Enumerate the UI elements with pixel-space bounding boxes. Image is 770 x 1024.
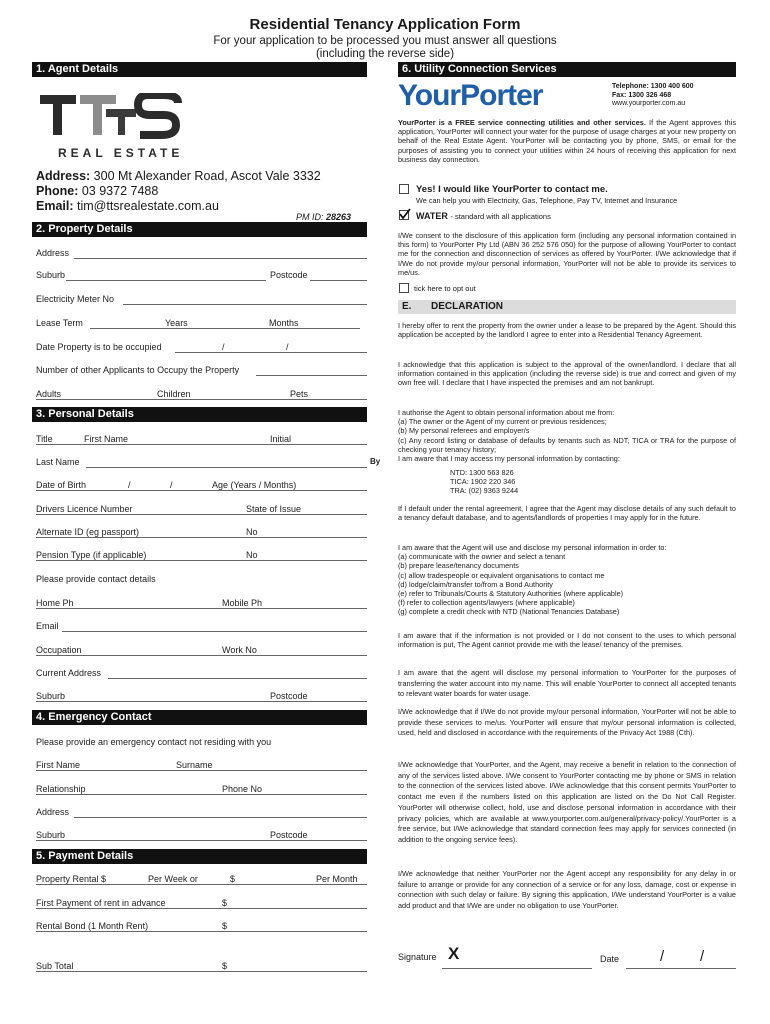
bond-dollar: $ [222,921,228,931]
p5-line: (a) communicate with the owner and select a tenant [398,552,566,562]
p3-line: (a) The owner or the Agent of my current or previous residences; [398,417,607,427]
declaration-title: DECLARATION [431,301,504,312]
property-address-input[interactable] [74,258,367,259]
subtitle-line-1: For your application to be processed you must answer all questions [213,35,557,47]
current-address-input[interactable] [108,678,367,679]
declaration-p5 [398,543,736,617]
rental-dollar-label: $ [230,874,236,884]
declaration-p8: I/We acknowledge that if I/We do not provide my/our personal information, YourPorter will not be able to provide these services to me/us. YourPorter will ensure that my/our personal information is collected, used, held and disclosed in accordance with the requirements of the Privacy Act 1988 (Cth). [398,707,736,737]
subtotal-label: Sub Total [36,961,74,971]
utility-intro-bold: YourPorter is a FREE service connecting utilities and other services. [398,118,646,127]
declaration-p4: If I default under the rental agreement, I agree that the Agent may disclose details of any such default to a tenancy default database, and to agents/landlords of properties I may apply for in the future. [398,504,736,523]
declaration-p1: I hereby offer to rent the property from the owner under a lease to be prepared by the Agent. Should this application be accepted by the landlord I agree to enter into a Residential Tenancy Agreement. [398,321,736,340]
water-label-row [416,211,551,221]
dob-slash-1: / [128,480,131,490]
last-name-input[interactable] [86,467,367,468]
other-applicants-label: Number of other Applicants to Occupy the Property [36,365,240,375]
agent-phone: 03 9372 7488 [81,184,159,198]
address-label: Address: [36,169,91,183]
section-payment-details: 5. Payment Details [32,849,367,864]
p3-line: I am aware that I may access my personal information by contacting: [398,454,620,464]
phone-label: Phone: [36,184,79,198]
section-utility-services: 6. Utility Connection Services [398,62,736,77]
section-personal-details: 3. Personal Details [32,407,367,422]
mobile-ph-label: Mobile Ph [222,598,263,608]
pets-label: Pets [290,389,309,399]
section-agent-details: 1. Agent Details [32,62,367,77]
licence-label: Drivers Licence Number [36,504,133,514]
yes-contact-label: Yes! I would like YourPorter to contact me. [416,184,608,195]
emergency-note: Please provide an emergency contact not residing with you [36,737,272,747]
signature-x-mark: X [448,944,460,963]
licence-input[interactable] [36,514,367,515]
pm-id-label: PM ID: [296,212,324,222]
signature-label: Signature [398,952,437,962]
p5-line: (d) lodge/claim/transfer to/from a Bond Authority [398,579,553,589]
sig-date-slash-2: / [700,948,705,965]
subtotal-input[interactable] [36,971,367,972]
emergency-first-name-label: First Name [36,760,81,770]
date-label: Date [600,954,620,964]
p5-line: (f) refer to collection agents/lawyers (where applicable) [398,598,575,608]
occupy-date-label: Date Property is to be occupied [36,342,162,352]
yourporter-logo: YourPorter [398,79,543,112]
emergency-name-input[interactable] [36,770,367,771]
agent-contact-block [36,169,321,214]
utility-intro [398,118,736,164]
form-subtitle [0,35,770,61]
first-payment-dollar: $ [222,898,228,908]
by-label: By [370,457,381,466]
current-suburb-input[interactable] [36,701,367,702]
phone-input[interactable] [36,608,367,609]
rental-input[interactable] [36,884,367,885]
yp-website: www.yourporter.com.au [612,100,686,107]
p5-line: (b) prepare lease/tenancy documents [398,561,519,571]
emergency-surname-label: Surname [176,760,213,770]
section-emergency-contact: 4. Emergency Contact [32,710,367,725]
alt-id-no-label: No [246,527,258,537]
dob-input[interactable] [36,490,367,491]
yes-contact-checkbox[interactable] [399,184,409,194]
emergency-suburb-input[interactable] [36,840,367,841]
declaration-p2: I acknowledge that this application is subject to the approval of the owner/landlord. I declare that all information contained in this application (including the reverse side) is true and correct and given of my own free will. I declare that I have inspected the premises and am not bankrupt. [398,360,736,388]
tra-phone: TRA: (02) 9363 9244 [450,486,519,496]
emergency-postcode-label: Postcode [270,830,308,840]
lease-term-label: Lease Term [36,318,83,328]
dob-label: Date of Birth [36,480,87,490]
property-address-label: Address [36,248,70,258]
property-postcode-label: Postcode [270,270,308,280]
pension-no-label: No [246,550,258,560]
sig-date-slash-1: / [660,948,665,965]
occupants-input[interactable] [36,399,367,400]
declaration-p10: I/We acknowledge that neither YourPorter nor the Agent accept any responsibility for any delay in or failure to arrange or provide for any connection of a service or for any loss, damage, cost or expense in connection with such delay or failure. By signing this application, I/We understand YourPorter is a value add product and that I/We are under no obligation to use YourPorter. [398,869,736,911]
adults-label: Adults [36,389,62,399]
yourporter-contact [612,83,694,109]
pension-label: Pension Type (if applicable) [36,550,147,560]
months-label: Months [269,318,299,328]
utility-consent: I/We consent to the disclosure of this application form (including any personal information contained in this form) to YourPorter Pty Ltd (ABN 36 252 576 050) for the purpose of allowing YourPorter to contact me for the connection and disconnection of services as offered by YourPorter. I/We acknowledge that if I/We do not provide my/our personal information, YourPorter will not be able to provide its services to me/us. [398,231,736,277]
contact-details-label: Please provide contact details [36,574,156,584]
utility-intro-text: If the Agent approves this application, YourPorter will connect your water for the purpose of usage charges at your new property on behalf of the Real Estate Agent. YourPorter will be contacting you by phone, SMS, or email for the purposes of assisting you to connect your utilities within 24 hours of receiving this application for next business day connection. [398,118,736,164]
alt-id-label: Alternate ID (eg passport) [36,527,140,537]
form-title: Residential Tenancy Application Form [249,16,521,33]
current-address-label: Current Address [36,668,102,678]
title-label: Title [36,434,53,444]
declaration-p7: I am aware that the agent will disclose my personal information to YourPorter for the purposes of transferring the water account into my name. This will enable YourPorter to connect all accepted tenants to relevant water boards for water usage. [398,668,736,698]
water-label: WATER [416,211,448,221]
section-property-details: 2. Property Details [32,222,367,237]
relationship-label: Relationship [36,784,86,794]
current-suburb-label: Suburb [36,691,66,701]
declaration-p3 [398,408,736,463]
bond-label: Rental Bond (1 Month Rent) [36,921,149,931]
p3-line: (c) Any record listing or database of defaults by tenants such as NDT, TICA or TRA for the purpose of checking your tenancy history; [398,435,736,454]
property-suburb-input[interactable] [66,280,266,281]
logo-real-estate-text: REAL ESTATE [58,146,184,160]
agent-address: 300 Mt Alexander Road, Ascot Vale 3332 [93,169,321,183]
declaration-p6: I am aware that if the information is not provided or I do not consent to the uses to which personal information is put, The Agent cannot provide me with the lease/ tenancy of the premises. [398,631,736,650]
first-name-label: First Name [84,434,129,444]
work-no-label: Work No [222,645,257,655]
last-name-label: Last Name [36,457,80,467]
agent-email: tim@ttsrealestate.com.au [77,199,219,213]
property-postcode-input[interactable] [310,280,367,281]
emergency-address-label: Address [36,807,70,817]
property-rental-label: Property Rental $ [36,874,107,884]
email-label: Email [36,621,59,631]
bond-input[interactable] [36,931,367,932]
meter-label: Electricity Meter No [36,294,115,304]
opt-out-label: tick here to opt out [414,284,476,293]
water-sub: - standard with all applications [450,212,551,221]
declaration-p9: I/We acknowledge that YourPorter, and the Agent, may receive a benefit in relation to the connection of any of the services listed above. I/We consent to YourPorter contacting me by phone or SMS in relation to the connection of the services listed above. I/We acknowledge that this consent permits YourPorter to contact me even if the numbers listed on this application are listed on the Do Not Call Register. YourPorter will otherwise collect, hold, use and disclose personal information in accordance with their privacy policies, which are available at www.yourporter.com.au/general/privacy-policy/.YourPorter is a free service, but I/We acknowledge that standard connection fees may apply for services connected (in addition to the ongoing service fees). [398,760,736,844]
opt-out-checkbox[interactable] [399,283,409,293]
property-suburb-label: Suburb [36,270,66,280]
first-payment-label: First Payment of rent in advance [36,898,166,908]
yp-fax: Fax: 1300 326 468 [612,91,672,99]
p5-line: (c) allow tradespeople or equivalent organisations to contact me [398,570,605,580]
signature-date-input[interactable] [626,968,736,969]
tica-phone: TICA: 1902 220 346 [450,477,516,487]
relationship-input[interactable] [36,794,367,795]
first-payment-input[interactable] [36,908,367,909]
subtotal-dollar: $ [222,961,228,971]
email-input[interactable] [62,631,367,632]
water-checkbox[interactable] [399,210,409,220]
other-applicants-input[interactable] [256,375,367,376]
meter-input[interactable] [123,304,367,305]
yp-telephone: Telephone: 1300 400 600 [612,83,694,90]
occupation-label: Occupation [36,645,82,655]
alt-id-input[interactable] [36,537,367,538]
per-week-label: Per Week or [148,874,198,884]
occupy-date-input[interactable] [175,352,367,353]
yes-contact-sub: We can help you with Electricity, Gas, Telephone, Pay TV, Internet and Insurance [416,196,678,205]
state-label: State of Issue [246,504,302,514]
p5-line: I am aware that the Agent will use and disclose my personal information in order to: [398,543,667,552]
age-label: Age (Years / Months) [212,480,297,490]
checkmark-icon [399,208,411,220]
per-month-label: Per Month [316,874,358,884]
date-slash-1: / [222,342,225,352]
declaration-bar [398,300,736,314]
ntd-phone: NTD: 1300 563 826 [450,468,514,477]
declaration-letter: E. [402,301,412,312]
pm-id-value: 28263 [326,212,352,222]
p3-line: I authorise the Agent to obtain personal information about me from: [398,408,615,417]
p3-line: (b) My personal referees and employer/s [398,426,530,436]
occupation-input[interactable] [36,655,367,656]
signature-input[interactable] [442,968,592,969]
pm-id [296,212,351,222]
p5-line: (e) refer to Tribunals/Courts & Statutory Authorities (where applicable) [398,589,624,599]
email-label: Email: [36,199,74,213]
first-name-input[interactable] [36,444,367,445]
tenancy-databases [450,468,650,496]
home-ph-label: Home Ph [36,598,74,608]
current-postcode-label: Postcode [270,691,308,701]
dob-slash-2: / [170,480,173,490]
pension-input[interactable] [36,560,367,561]
children-label: Children [157,389,191,399]
emergency-suburb-label: Suburb [36,830,66,840]
emergency-phone-label: Phone No [222,784,263,794]
subtitle-line-2: (including the reverse side) [315,48,455,60]
years-label: Years [165,318,188,328]
initial-label: Initial [270,434,292,444]
emergency-address-input[interactable] [74,817,367,818]
date-slash-2: / [286,342,289,352]
lease-term-input[interactable] [90,328,360,329]
p5-line: (g) complete a credit check with NTD (National Tenancies Database) [398,607,620,617]
